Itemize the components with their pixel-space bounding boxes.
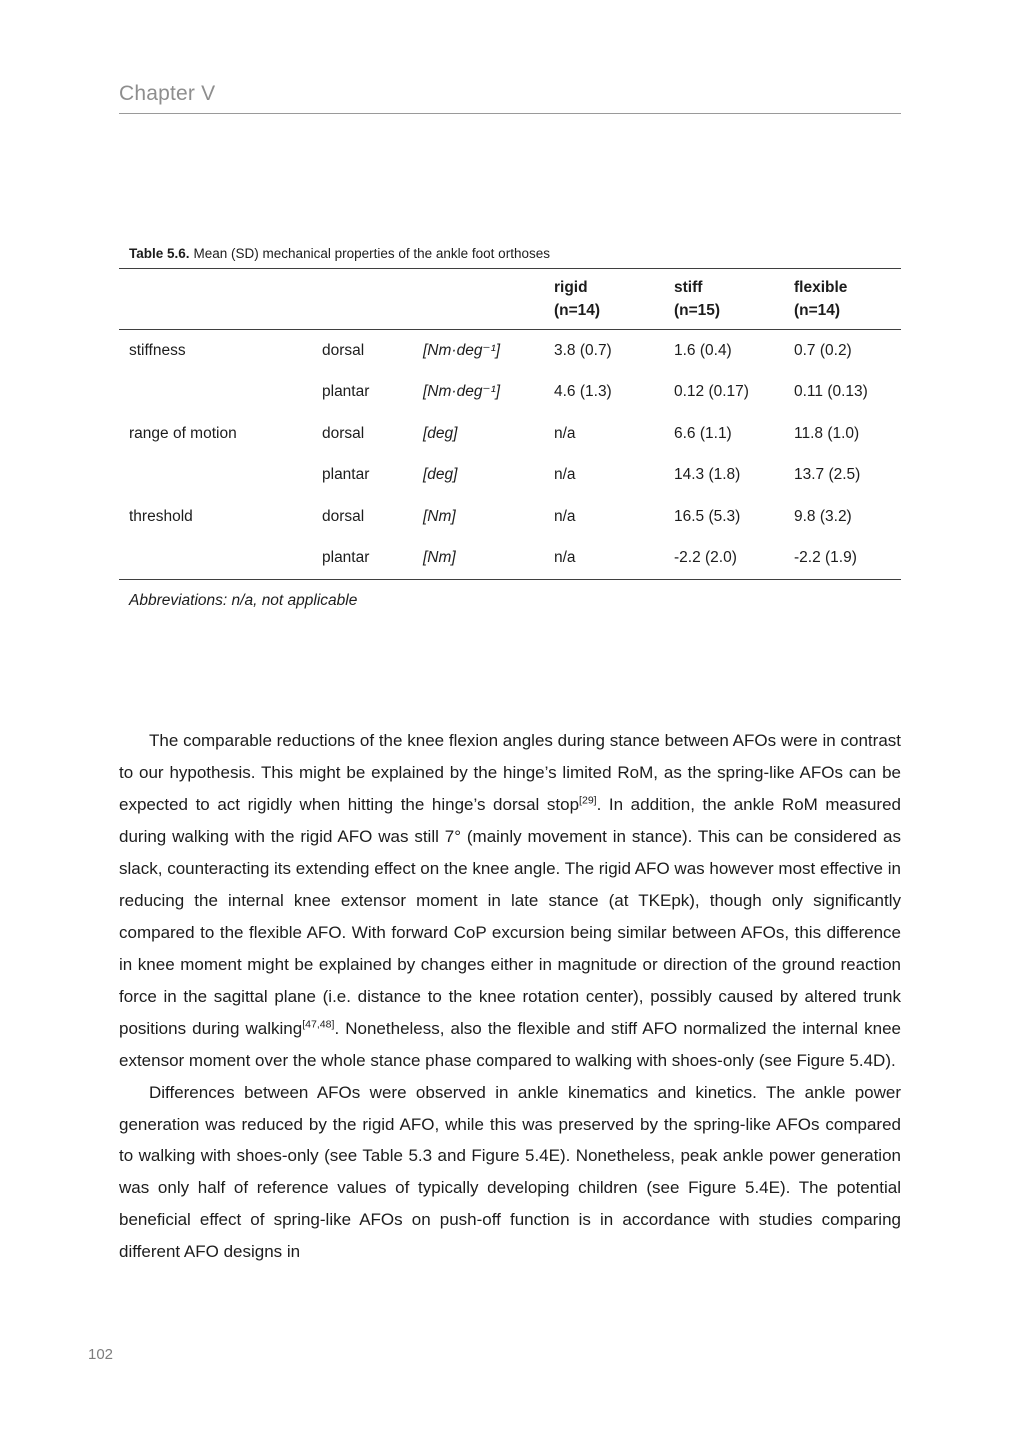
table-cell [119,537,312,579]
table-cell: stiffness [129,341,186,359]
paragraph-text: . Nonetheless, also the flexible and stiff AFO normalized the internal knee extensor moment over the whole stance phase compared to walking with shoes-only (see Figure 5.4D). [119,1018,901,1070]
table-cell: [deg] [423,424,458,442]
table-note: Abbreviations: n/a, not applicable [129,592,358,610]
table-caption [119,246,901,261]
body-paragraph [119,1077,901,1269]
table-cell: 13.7 (2.5) [794,466,861,484]
table-body [119,329,901,580]
paragraphs-container [119,725,901,1268]
table-cell: n/a [554,466,576,484]
table-cell: n/a [554,424,576,442]
column-n: (n=14) [794,302,841,320]
table-cell: 3.8 (0.7) [554,341,612,359]
table-cell: plantar [322,466,370,484]
table-cell: dorsal [322,341,365,359]
table-cell: 4.6 (1.3) [554,383,612,401]
table-cell: range of motion [129,424,237,442]
table-cell: 11.8 (1.0) [794,424,860,442]
table-cell: n/a [554,507,576,525]
table-cell [119,454,312,496]
table-cell: 14.3 (1.8) [674,466,741,484]
table-row [119,537,901,579]
table-cell: 16.5 (5.3) [674,507,741,525]
table-cell: -2.2 (1.9) [794,549,857,567]
table-row [119,371,901,413]
table-cell: dorsal [322,424,365,442]
table-caption-text: Mean (SD) mechanical properties of the ankle foot orthoses [193,246,550,261]
column-label: stiff [674,279,703,296]
chapter-header [119,0,901,114]
table-head [119,269,901,330]
column-label: flexible [794,279,848,296]
table-cell: 6.6 (1.1) [674,424,732,442]
table-header-cell [312,269,413,330]
table-row [119,496,901,538]
table-cell: 0.7 (0.2) [794,341,852,359]
table-row [119,413,901,455]
table-header-cell [544,269,664,330]
table-header-cell [784,269,901,330]
table-cell: 0.12 (0.17) [674,383,749,401]
table-row [119,329,901,371]
table-header-row [119,269,901,330]
table-cell: 0.11 (0.13) [794,383,868,401]
table-cell: 1.6 (0.4) [674,341,732,359]
table-row [119,454,901,496]
body-text [119,725,901,1268]
table-cell: [Nm] [423,549,456,567]
table-cell: plantar [322,549,370,567]
table-cell: dorsal [322,507,365,525]
body-paragraph [119,725,901,1076]
page-number: 102 [88,1346,114,1363]
table-cell: -2.2 (2.0) [674,549,737,567]
chapter-rule [119,113,901,114]
paragraph-text: The comparable reductions of the knee flexion angles during stance between AFOs were in contrast to our hypothesis. This might be explained by the hinge’s limited RoM, as the spring-like AFOs can be expected to act rigidly when hitting the hinge’s dorsal stop [119,731,901,814]
table-cell: n/a [554,549,576,567]
table-cell: plantar [322,383,370,401]
column-n: (n=14) [554,302,601,320]
mechanical-properties-table [119,268,901,580]
citation-superscript: [47,48] [302,1017,335,1030]
table-cell: [deg] [423,466,458,484]
table-cell [119,371,312,413]
column-label: rigid [554,279,588,296]
column-n: (n=15) [674,302,721,320]
chapter-title: Chapter V [119,82,216,105]
table-block [119,246,901,610]
table-cell: [Nm·deg⁻¹] [423,383,501,401]
paragraph-text: . In addition, the ankle RoM measured during walking with the rigid AFO was still 7° (mainly movement in stance). This can be considered as slack, counteracting its extending effect on the knee angle. The rigid AFO was however most effective in reducing the internal knee extensor moment in late stance (at TKEpk), though only significantly compared to the flexible AFO. With forward CoP excursion being similar between AFOs, this difference in knee moment might be explained by changes either in magnitude or direction of the ground reaction force in the sagittal plane (i.e. distance to the knee rotation center), possibly caused by altered trunk positions during walking [119,794,901,1038]
table-cell: [Nm] [423,507,456,525]
table-caption-label: Table 5.6. [129,246,190,261]
table-header-cell [664,269,784,330]
table-cell: [Nm·deg⁻¹] [423,341,501,359]
citation-superscript: [29] [579,794,597,807]
table-header-cell [413,269,544,330]
paragraph-text: Differences between AFOs were observed in ankle kinematics and kinetics. The ankle power generation was reduced by the rigid AFO, while this was preserved by the spring-like AFOs compared to walking with shoes-only (see Table 5.3 and Figure 5.4E). Nonetheless, peak ankle power generation was only half of reference values of typically developing children (see Figure 5.4E). The potential beneficial effect of spring-like AFOs on push-off function is in accordance with studies comparing different AFO designs in [119,1082,901,1262]
table-cell: 9.8 (3.2) [794,507,852,525]
table-cell: threshold [129,507,193,525]
table-header-cell [119,269,312,330]
